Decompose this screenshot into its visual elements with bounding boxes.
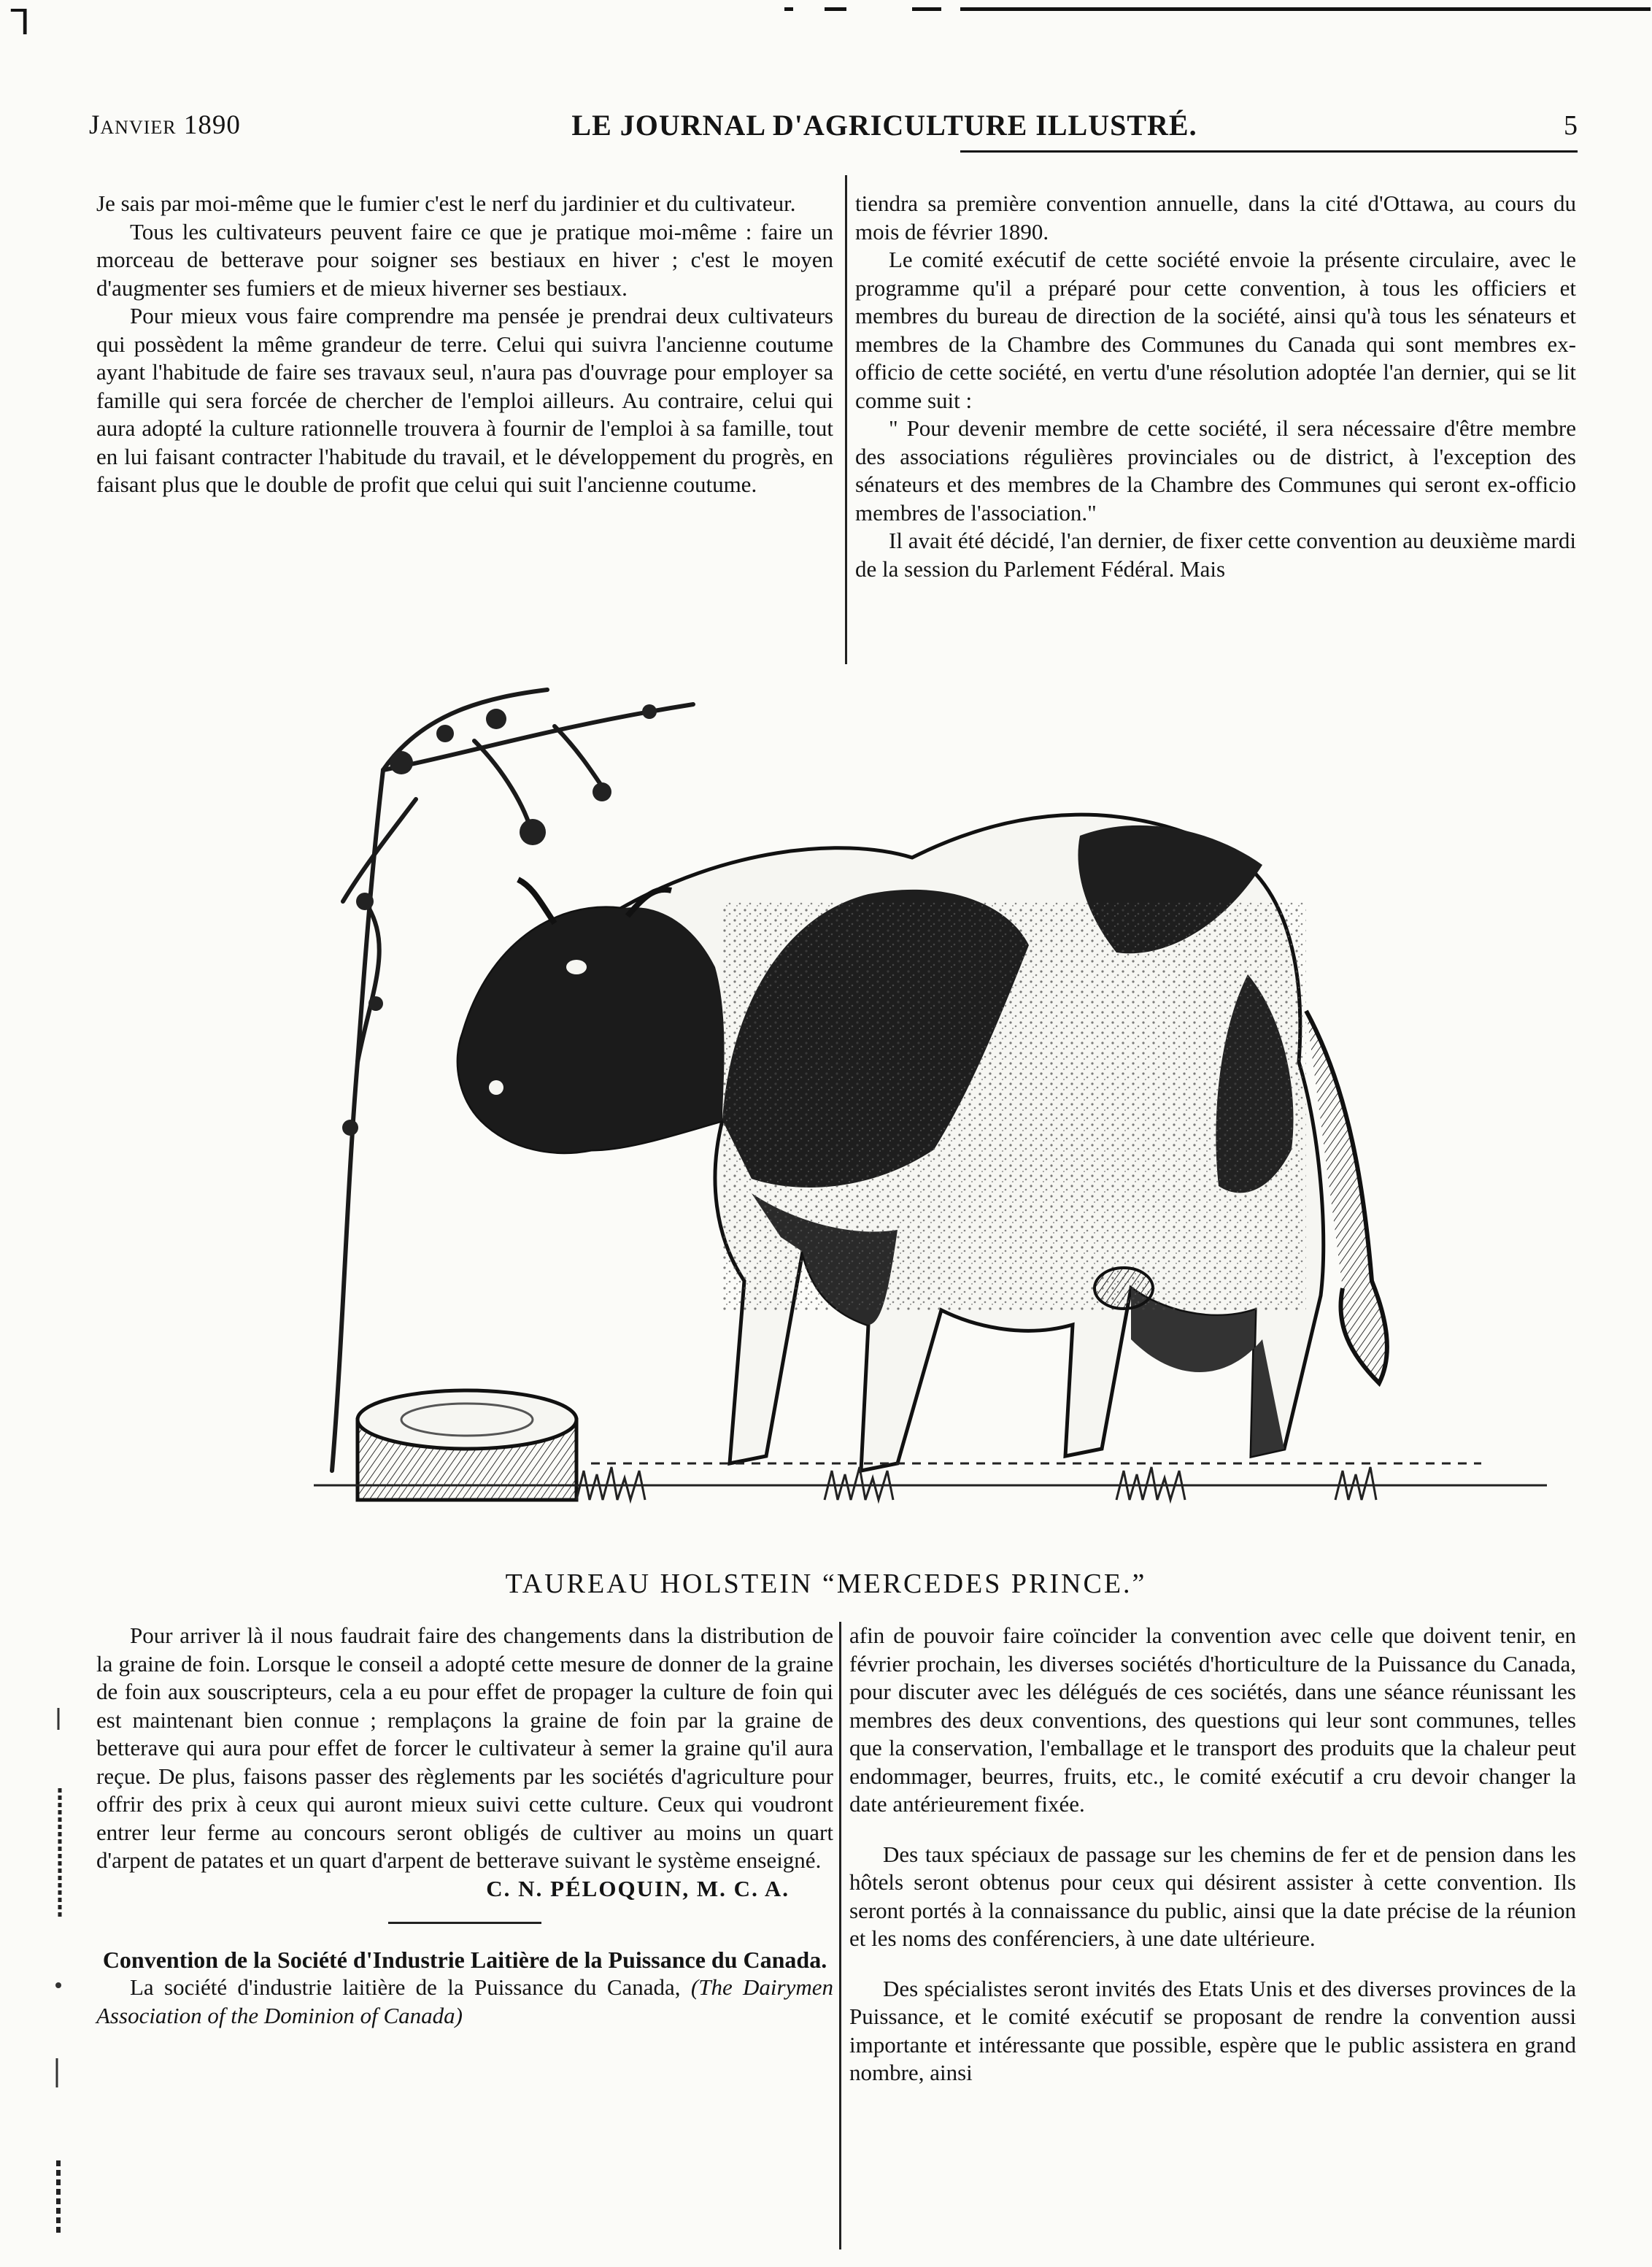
english-name: (The Dairymen Association of the Dominion of Canada) (96, 1974, 834, 2028)
top-border-rule (960, 7, 1651, 11)
bottom-right-column (849, 1622, 1576, 2087)
paragraph: Des spécialistes seront invités des Etats Unis et des diverses provinces de la Puissance, et le comité exécutif se proposant de rendre la convention aussi importante et intéressante que possible, espère que le public assistera en grand nombre, ainsi (849, 1975, 1576, 2085)
top-border-rule (912, 7, 941, 11)
paragraph: Tous les cultivateurs peuvent faire ce que je pratique moi-même : faire un morceau de betterave pour soigner ses bestiaux en hiver ; c'est le moyen d'augmenter ses fumiers et de mieux hiverner ses bestiaux. (96, 218, 833, 301)
section-title: Convention de la Société d'Industrie Laitière de la Puissance du Canada. (102, 1947, 827, 1973)
top-left-column (96, 190, 833, 499)
tree-stump (358, 1390, 576, 1500)
paragraph: Il avait été décidé, l'an dernier, de fixer cette convention au deuxième mardi de la session du Parlement Fédéral. Mais (855, 528, 1576, 582)
page-number: 5 (1564, 110, 1578, 141)
paragraph: Pour mieux vous faire comprendre ma pensée je prendrai deux cultivateurs qui possèdent la même grandeur de terre. Celui qui suivra l'ancienne coutume ayant l'habitude de faire ses travaux seul, n'aura pas d'ouvrage pour employer sa famille qui sera forcée de chercher de l'emploi ailleurs. Au contraire, celui qui aura adopté la culture rationnelle trouvera à fournir de l'emploi à sa famille, tout en lui faisant contracter l'habitude du travail, et le développement du progrès, en faisant plus que le double de profit que celui qui suit l'ancienne coutume. (96, 303, 833, 497)
illustration-caption: TAUREAU HOLSTEIN “MERCEDES PRINCE.” (505, 1569, 1147, 1599)
corner-mark: ᒣ (9, 4, 31, 42)
top-right-column (855, 190, 1576, 583)
section-start-text: La société d'industrie laitière de la Puissance du Canada, (130, 1974, 681, 2000)
column-divider (839, 1622, 841, 2249)
section-rule (388, 1922, 541, 1924)
paragraph: afin de pouvoir faire coïncider la convention avec celle que doivent tenir, en février prochain, les diverses sociétés d'horticulture de la Puissance du Canada, pour discuter avec les délégués de ces sociétés, dans une séance réunissant les membres des deux conventions, des questions qui leur sont communes, telles que la conservation, l'emballage et le transport des produits que la chaleur peut endommager, beurres, fruits, etc., le comité exécutif a cru devoir changer la date antérieurement fixée. (849, 1623, 1576, 1817)
top-border-rule (825, 7, 846, 11)
bottom-left-column (96, 1622, 833, 2030)
paragraph: tiendra sa première convention annuelle, dans la cité d'Ottawa, au cours du mois de février 1890. (855, 190, 1576, 245)
column-divider (845, 175, 847, 664)
page-header (89, 101, 1578, 145)
journal-title: LE JOURNAL D'AGRICULTURE ILLUSTRÉ. (571, 109, 1197, 142)
issue-date: Janvier 1890 (89, 110, 241, 140)
bull (458, 815, 1387, 1471)
paragraph: Pour arriver là il nous faudrait faire des changements dans la distribution de la graine de foin. Lorsque le conseil a adopté cette mesure de donner de la graine de foin aux souscripteurs, cela a eu pour effet de propager la culture de foin qui est maintenant bien connue ; remplaçons la graine de foin par la graine de betterave qui aura pour effet de forcer le cultivateur à semer la graine qu'il aura reçue. De plus, faisons passer des règlements par les sociétés d'agriculture pour offrir des prix à ceux qui auront mieux suivi cette culture. Ceux qui voudront entrer leur ferme au concours seront obligés de cultiver au moins un quart d'arpent de patates et un quart d'arpent de betterave suivant le système enseigné. (96, 1623, 833, 1873)
quoted-resolution: " Pour devenir membre de cette société, il sera nécessaire d'être membre des associations régulières provinciales ou de district, à l'exception des sénateurs et des membres de la Chambre des Communes qui seront ex-officio membres de l'association." (855, 415, 1576, 526)
header-rule (960, 150, 1578, 153)
top-border-rule (784, 7, 793, 11)
paragraph: Des taux spéciaux de passage sur les chemins de fer et de pension dans les hôtels seront obtenus pour ceux qui désirent assister à cette convention. Ils seront portés à la connaissance du public, ainsi que la date précise de la réunion et les noms des conférenciers, à une date ultérieure. (849, 1841, 1576, 1951)
margin-ink-marks (44, 1679, 73, 2248)
paragraph (96, 1974, 833, 2030)
paragraph: Je sais par moi-même que le fumier c'est le nerf du jardinier et du cultivateur. (96, 190, 796, 216)
paragraph: Le comité exécutif de cette société envoie la présente circulaire, avec le programme qu'il a préparé pour cette convention, à tous les officiers et membres du bureau de direction de la société, ainsi qu'à tous les sénateurs et membres de la Chambre des Communes du Canada qui sont membres ex-officio de cette société, en vertu d'une résolution adoptée l'an dernier, qui se lit comme suit : (855, 247, 1576, 413)
author-signature: C. N. PÉLOQUIN, M. C. A. (486, 1875, 790, 1901)
bull-engraving (314, 682, 1547, 1558)
